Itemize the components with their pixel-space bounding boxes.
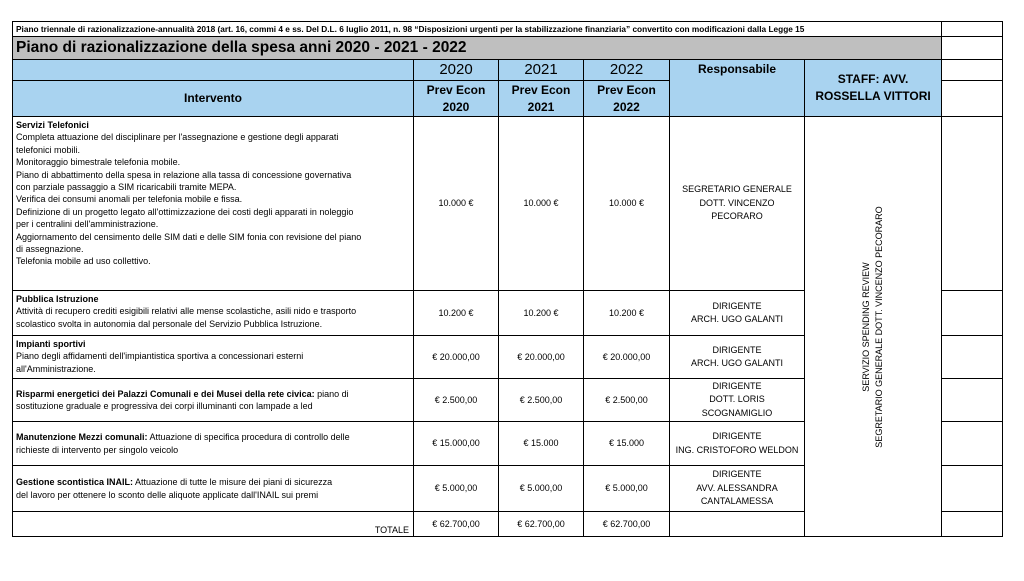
intervento-inline: piano di [314,388,349,399]
prev-econ-label: Prev Econ [597,82,656,97]
prev-econ-2021-header [499,81,584,117]
amount-2020: 10.200 € [414,291,499,336]
responsabile-line: DOTT. LORIS [709,394,765,405]
intervento-cell [13,422,414,466]
prev-econ-2022-header [584,81,670,117]
empty-cell[interactable] [942,512,1003,537]
amount-2021: € 2.500,00 [499,379,584,422]
prev-econ-year: 2020 [442,99,470,114]
responsabile-line: DIRIGENTE [712,344,762,355]
staff-header-line1: STAFF: AVV. [837,72,909,86]
amount-2020: 10.000 € [414,117,499,291]
intervento-line: per i centralini dell'amministrazione. [16,219,159,230]
intervento-line: Definizione di un progetto legato all'ottimizzazione dei costi degli apparati in noleggio [16,206,354,217]
intervento-line: scolastico svolta in autonomia dal personale del Servizio Pubblica Istruzione. [16,318,323,329]
intervento-inline: Attuazione di specifica procedura di controllo delle [147,432,350,443]
empty-cell[interactable] [942,422,1003,466]
prev-econ-label: Prev Econ [511,82,571,97]
empty-cell[interactable] [942,81,1003,117]
intervento-line: telefonici mobili. [16,144,81,155]
staff-vertical-text [860,206,886,447]
staff-header [805,60,942,117]
staff-vertical-line: SERVIZIO SPENDING REVIEW [861,261,872,392]
empty-cell[interactable] [942,291,1003,336]
responsabile-cell [670,336,805,379]
responsabile-line: DOTT. VINCENZO [699,197,775,208]
year-2020-header: 2020 [414,60,499,81]
amount-2020: € 15.000,00 [414,422,499,466]
intervento-cell [13,291,414,336]
prev-econ-year: 2021 [527,99,555,114]
intervento-line: Piano degli affidamenti dell'impiantistica sportiva a concessionari esterni [16,351,304,362]
amount-2022: € 15.000 [584,422,670,466]
prev-econ-year: 2022 [613,99,640,114]
intervento-line: richieste di intervento per singolo veicolo [16,444,179,455]
intervento-line: Attività di recupero crediti esigibili relativi alle mense scolastiche, asili nido e trasporto [16,306,357,317]
intervento-cell [13,117,414,291]
intervento-inline: Attuazione di tutte le misure dei piani di sicurezza [133,477,333,488]
responsabile-cell [670,379,805,422]
spreadsheet [12,21,1004,549]
amount-2022: 10.000 € [584,117,670,291]
amount-2022: 10.200 € [584,291,670,336]
intervento-cell [13,466,414,512]
total-2022: € 62.700,00 [584,512,670,537]
intervento-header: Intervento [13,81,414,117]
intervento-line: di assegnazione. [16,244,84,255]
plan-title: Piano di razionalizzazione della spesa anni 2020 - 2021 - 2022 [13,37,942,60]
amount-2022: € 2.500,00 [584,379,670,422]
year-2021-header: 2021 [499,60,584,81]
intervento-line: all'Amministrazione. [16,363,96,374]
intervento-header-top [13,60,414,81]
responsabile-line: DIRIGENTE [712,469,762,480]
intervento-line: Monitoraggio bimestrale telefonia mobile. [16,157,181,168]
staff-vertical-cell [805,117,942,537]
intervento-line: Verifica dei consumi anomali per telefonia mobile e fissa. [16,194,243,205]
staff-vertical-line: SEGRETARIO GENERALE DOTT. VINCENZO PECORARO [874,205,885,448]
prev-econ-label: Prev Econ [426,82,486,97]
responsabile-line: SEGRETARIO GENERALE [682,184,792,195]
intervento-title: Servizi Telefonici [16,120,89,130]
amount-2020: € 5.000,00 [414,466,499,512]
empty-cell[interactable] [942,379,1003,422]
responsabile-line: ING. CRISTOFORO WELDON [675,444,799,455]
responsabile-cell [670,466,805,512]
amount-2020: € 2.500,00 [414,379,499,422]
intervento-line: sostituzione graduale e progressiva dei corpi illuminanti con lampade a led [16,401,313,411]
amount-2022: € 5.000,00 [584,466,670,512]
responsabile-cell [670,422,805,466]
intervento-line: con parziale passaggio a SIM ricaricabili tramite MEPA. [16,182,237,193]
responsabile-cell [670,117,805,291]
amount-2020: € 20.000,00 [414,336,499,379]
amount-2022: € 20.000,00 [584,336,670,379]
intervento-title: Gestione scontistica INAIL: [16,477,134,488]
intervento-title: Risparmi energetici dei Palazzi Comunali e dei Musei della rete civica: [16,388,315,399]
intervento-title: Pubblica Istruzione [16,294,99,304]
empty-cell[interactable] [942,60,1003,81]
total-label: TOTALE [13,512,414,537]
intervento-line: Piano di abbattimento della spesa in relazione alla tassa di concessione governativa [16,169,352,180]
empty-cell[interactable] [942,117,1003,291]
intervento-line: del lavoro per ottenere lo sconto delle aliquote applicate dall'INAIL sui premi [16,489,319,500]
responsabile-line: ARCH. UGO GALANTI [690,358,783,368]
amount-2021: € 5.000,00 [499,466,584,512]
intervento-cell [13,379,414,422]
amount-2021: 10.000 € [499,117,584,291]
empty-cell[interactable] [942,336,1003,379]
intervento-title: Impianti sportivi [16,339,86,349]
responsabile-header: Responsabile [670,60,805,117]
total-2020: € 62.700,00 [414,512,499,537]
table-row [13,117,1003,291]
amount-2021: € 20.000,00 [499,336,584,379]
responsabile-line: DIRIGENTE [712,380,762,391]
responsabile-line: PECORARO [711,211,763,222]
year-2022-header: 2022 [584,60,670,81]
empty-cell[interactable] [942,22,1003,37]
staff-header-line2: ROSSELLA VITTORI [815,89,931,103]
responsabile-cell [670,291,805,336]
responsabile-line: DIRIGENTE [712,300,762,311]
intervento-line: Aggiornamento del censimento delle SIM dati e delle SIM fonia con revisione del piano [16,231,362,242]
empty-cell[interactable] [942,37,1003,60]
rationalization-plan-table [12,21,1003,537]
responsabile-line: ARCH. UGO GALANTI [690,314,783,324]
responsabile-line: CANTALAMESSA [700,496,774,507]
empty-cell[interactable] [942,466,1003,512]
responsabile-line: DIRIGENTE [712,431,762,441]
intervento-cell [13,336,414,379]
intervento-title: Manutenzione Mezzi comunali: [16,432,148,443]
prev-econ-2020-header [414,81,499,117]
total-2021: € 62.700,00 [499,512,584,537]
header-note: Piano triennale di razionalizzazione-annualità 2018 (art. 16, commi 4 e ss. Del D.L. 6 luglio 2011, n. 98 “Disposizioni urgenti per la stabilizzazione finanziaria” convertito con modificazioni dalla Legge 15 [13,22,942,37]
responsabile-line: AVV. ALESSANDRA [696,482,778,493]
responsabile-line: SCOGNAMIGLIO [701,407,773,418]
amount-2021: € 15.000 [499,422,584,466]
empty-cell[interactable] [670,512,805,537]
intervento-line: Telefonia mobile ad uso collettivo. [16,256,151,267]
intervento-line: Completa attuazione del disciplinare per l'assegnazione e gestione degli apparati [16,132,339,143]
amount-2021: 10.200 € [499,291,584,336]
